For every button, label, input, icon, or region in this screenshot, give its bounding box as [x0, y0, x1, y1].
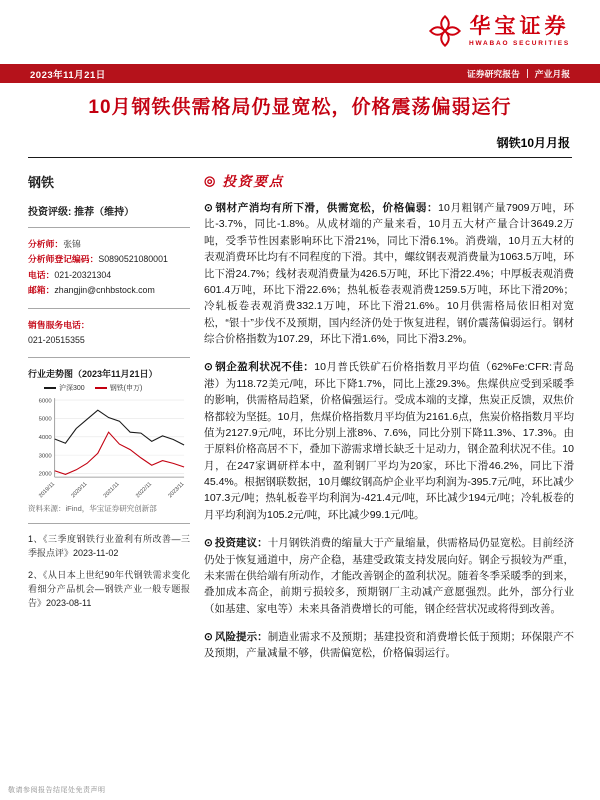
paragraph-body: 制造业需求不及预期；基建投资和消费增长低于预期；环保限产不及预期，产量减量不够，供需偏宽松，价格偏弱运行。: [204, 631, 575, 660]
analyst-label: 分析师：: [28, 239, 64, 249]
sidebar-divider: [28, 227, 190, 228]
key-point-paragraph: [204, 359, 574, 523]
svg-text:2020/11: 2020/11: [70, 481, 89, 500]
registration-line: [28, 252, 190, 267]
legend-line-swatch: [44, 387, 56, 389]
legend-item: 沪深300: [44, 383, 85, 393]
trend-chart-title: 行业走势图（2023年11月21日）: [28, 369, 158, 380]
report-title: 10月钢铁供需格局仍显宽松，价格震荡偏弱运行: [88, 97, 512, 118]
paragraph-bullet-icon: ⊙: [204, 631, 213, 643]
sales-block: [28, 318, 190, 349]
report-category-label: 产业月报: [534, 69, 570, 79]
bar-divider: [527, 69, 528, 78]
investment-rating: [28, 203, 190, 218]
phone-line: [28, 268, 190, 283]
report-type-label: 证券研究报告: [467, 69, 520, 79]
email-address: zhangjin@cnhbstock.com: [54, 285, 155, 296]
sidebar-divider: [28, 523, 190, 524]
header-bar-right: [467, 67, 570, 80]
svg-text:5000: 5000: [38, 416, 52, 423]
disclaimer-note: 敬请参阅报告结尾处免责声明: [8, 787, 106, 794]
main-content: [204, 170, 574, 674]
section-title: 投资要点: [222, 174, 285, 189]
paragraph-lead: 钢材产消均有所下滑，供需宽松，价格偏弱：: [214, 202, 439, 214]
svg-text:3000: 3000: [38, 453, 52, 460]
email-line: [28, 283, 190, 298]
rating-label: 投资评级:: [28, 207, 72, 218]
svg-text:6000: 6000: [38, 398, 52, 405]
report-date: 2023年11月21日: [30, 69, 106, 81]
paragraph-lead: 投资建议：: [214, 537, 268, 550]
related-report-item: 2、《从日本上世纪90年代钢铁需求变化看细分产品机会—钢铁产业一般专题报告》2023-08-11: [28, 570, 190, 609]
analyst-line: [28, 237, 190, 252]
paragraph-bullet-icon: ⊙: [204, 202, 213, 214]
trend-chart-legend: [44, 383, 190, 393]
registration-number: S0890521080001: [98, 254, 168, 265]
paragraph-lead: 风险提示：: [214, 631, 268, 643]
hwabao-logo-icon: [428, 14, 462, 48]
analyst-name: 张锦: [63, 239, 81, 249]
svg-text:4000: 4000: [38, 435, 52, 442]
brand-text: [469, 15, 570, 47]
paragraph-bullet-icon: ⊙: [204, 537, 213, 550]
paragraph-body: 10月粗钢产量7909万吨，环比-3.7%，同比-1.8%。从成材端的产量来看，10月五大材产量合计3649.2万吨，受季节性因素影响环比下滑21%，同比下滑6.1%。消费端，10月五大材的表观消费环比均有不同程度的下滑。其中，螺纹钢表观消费量为1063.5万吨，环比下滑24.7%；线材表观消费量为426.5万吨，环比下滑22.4%；中厚板表观消费601.4万吨，环比下滑22.6%；热轧板卷表观消费1259.5万吨，环比下滑20%；冷轧板卷表观消费332.1万吨，环比下滑21.6%。10月供需格局依旧相对宽松，“银十”步伐不及预期，国内经济仍处于恢复进程，钢价震荡偏弱运行。钢材综合价格指数为107.29，环比下滑1.6%，同比下滑3.2%。: [204, 202, 574, 345]
paragraph-body: 10月普氏铁矿石价格指数月平均值（62%Fe:CFR:青岛港）为118.72美元/吨，环比下降1.7%，同比上涨29.3%。焦煤供应受到采暖季的影响，供需格局趋紧，价格偏强运行。受成本端的支撑，焦炭正反馈，双焦价格都较为坚挺。10月，焦煤价格指数月平均值为2161.6点，焦炭价格指数月平均值为2127.9元/吨，环比分别上涨8%、7.6%，同比分别下降11.3%、17.3%。由于原料价格高居不下，叠加下游需求增长缺乏十足动力，钢企盈利状况不佳。10月，在247家调研样本中，盈利钢厂平均为20家，环比下滑46.2%，同比下滑45.4%。根据钢联数据，10月螺纹钢高炉企业平均利润为-395.7元/吨，环比减少107.3元/吨；热轧板卷平均利润为-421.4元/吨，环比减少194元/吨；冷轧板卷的月平均利润为105.2元/吨，环比减少99.1元/吨。: [204, 361, 574, 521]
svg-text:2019/11: 2019/11: [38, 481, 57, 500]
phone-label: 电话：: [28, 269, 55, 280]
risk-warning-paragraph: [204, 629, 574, 662]
sidebar-divider: [28, 308, 190, 309]
related-reports: [28, 533, 190, 611]
title-rule: [28, 157, 572, 158]
sales-phone-number: 021-20515355: [28, 334, 85, 345]
sidebar: [28, 172, 190, 619]
svg-text:2023/11: 2023/11: [167, 481, 186, 500]
sidebar-divider: [28, 357, 190, 358]
paragraph-lead: 钢企盈利状况不佳：: [214, 361, 315, 374]
email-label: 邮箱：: [28, 285, 55, 296]
analyst-block: [28, 237, 190, 299]
sales-phone-label: 销售服务电话：: [28, 319, 90, 330]
header-bar: [0, 64, 600, 83]
brand-name-en: HWABAO SECURITIES: [468, 40, 570, 48]
related-report-item: 1、《三季度钢铁行业盈利有所改善—三季报点评》2023-11-02: [28, 534, 190, 559]
paragraph-bullet-icon: ⊙: [204, 361, 213, 374]
section-bullet-icon: ◎: [204, 172, 218, 188]
industry-name: 钢铁: [28, 175, 55, 190]
brand-name: 华宝证券: [469, 14, 570, 38]
key-point-paragraph: [204, 200, 574, 347]
section-header: [204, 170, 574, 190]
legend-item: 钢铁(申万): [95, 383, 143, 393]
legend-line-swatch: [95, 387, 107, 389]
masthead: [428, 14, 570, 48]
investment-advice-paragraph: [204, 535, 574, 617]
paragraph-body: 十月钢铁消费的缩量大于产量缩量，供需格局仍显宽松。目前经济仍处于恢复通道中，房产企稳，基建受政策支持发展向好。钢企亏损较为严重，未来需在供给端有所动作，才能改善钢企的盈利状况。随着冬季采暖季的到来，叠加成本高企，前期亏损较多，预期钢厂主动减产意愿强烈。此外，部分行业（如基建、家电等）未来具备消费增长的可能，钢企经营状况或将得到改善。: [204, 537, 575, 615]
svg-text:2021/11: 2021/11: [102, 481, 121, 500]
rating-value: 推荐（维持）: [74, 207, 135, 218]
registration-label: 分析师登记编码：: [28, 254, 99, 265]
industry-trend-chart: [28, 394, 190, 501]
svg-text:2000: 2000: [38, 471, 52, 478]
report-subtitle: 钢铁10月月报: [496, 136, 570, 150]
phone-number: 021-20321304: [54, 269, 112, 280]
chart-source-note: 资料来源：iFind，华宝证券研究创新部: [28, 504, 157, 514]
svg-text:2022/11: 2022/11: [135, 481, 154, 500]
